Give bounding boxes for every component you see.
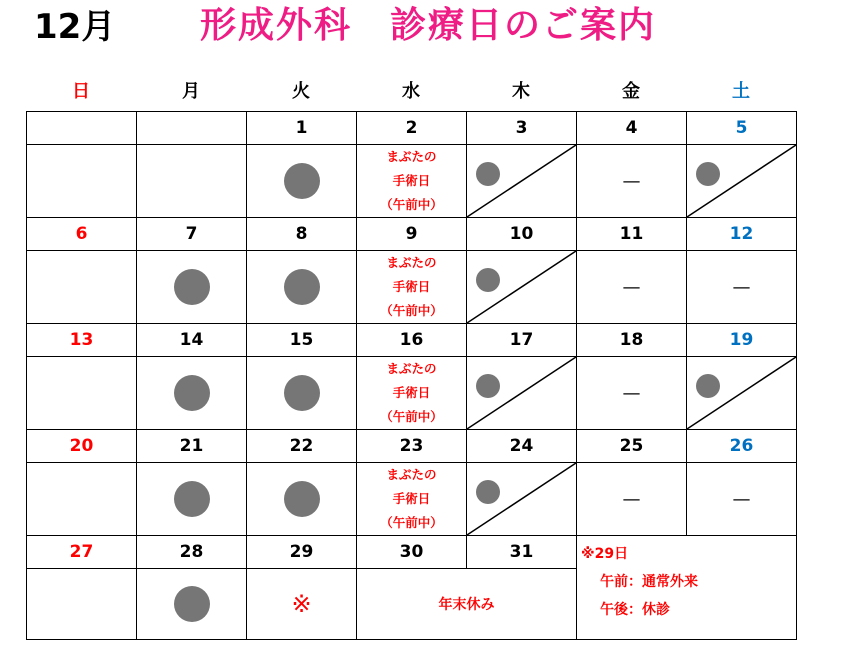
surgery-line-3: （午前中） (380, 303, 443, 318)
status-cell (137, 145, 247, 218)
date-cell: 2 (357, 112, 467, 145)
date-cell: 14 (137, 324, 247, 357)
year-end-holiday-cell (357, 569, 577, 640)
closed-cell (577, 357, 687, 430)
surgery-line-2: 手術日 (392, 279, 431, 294)
week-1-status (27, 145, 797, 218)
date-cell: 7 (137, 218, 247, 251)
closed-dash-icon: — (622, 488, 641, 510)
closed-cell (687, 251, 797, 324)
open-circle-icon (174, 375, 210, 411)
date-cell: 20 (27, 430, 137, 463)
diagonal-line-icon (467, 145, 576, 217)
weekday-tuesday: 火 (292, 81, 310, 102)
open-circle-icon (174, 269, 210, 305)
open-circle-icon (174, 586, 210, 622)
month-label: 12月 (34, 7, 116, 47)
closed-dash-icon: — (732, 276, 751, 298)
date-cell: 3 (467, 112, 577, 145)
half-day-cell (687, 357, 797, 430)
date-cell: 10 (467, 218, 577, 251)
diagonal-line-icon (687, 357, 796, 429)
status-cell (27, 251, 137, 324)
surgery-cell (357, 251, 467, 324)
closed-cell (577, 463, 687, 536)
date-cell: 17 (467, 324, 577, 357)
status-cell (137, 463, 247, 536)
status-cell (27, 145, 137, 218)
date-cell: 18 (577, 324, 687, 357)
status-cell (247, 569, 357, 640)
status-cell (27, 357, 137, 430)
weekday-wednesday: 水 (402, 81, 420, 102)
status-cell (247, 463, 357, 536)
surgery-line-3: （午前中） (380, 515, 443, 530)
closed-cell (577, 145, 687, 218)
date-cell: 28 (137, 536, 247, 569)
note-afternoon: 午後：休診 (600, 602, 670, 618)
closed-dash-icon: — (622, 382, 641, 404)
surgery-line-1: まぶたの (386, 149, 437, 164)
note-morning: 午前：通常外来 (600, 574, 698, 590)
note-cell (577, 536, 797, 640)
date-cell: 16 (357, 324, 467, 357)
closed-dash-icon: — (732, 488, 751, 510)
open-circle-icon (284, 375, 320, 411)
surgery-cell (357, 357, 467, 430)
diagonal-line-icon (467, 463, 576, 535)
week-4-dates (27, 430, 797, 463)
date-cell: 24 (467, 430, 577, 463)
weekday-thursday: 木 (512, 81, 530, 102)
surgery-cell (357, 463, 467, 536)
diagonal-line-icon (467, 357, 576, 429)
open-circle-icon (284, 163, 320, 199)
surgery-line-1: まぶたの (386, 255, 437, 270)
week-2-status (27, 251, 797, 324)
week-2-dates (27, 218, 797, 251)
status-cell (247, 357, 357, 430)
status-cell (137, 251, 247, 324)
open-circle-icon (284, 269, 320, 305)
weekday-saturday: 土 (732, 81, 750, 102)
date-cell: 15 (247, 324, 357, 357)
diagonal-line-icon (467, 251, 576, 323)
date-cell: 27 (27, 536, 137, 569)
date-cell: 13 (27, 324, 137, 357)
half-day-cell (687, 145, 797, 218)
date-cell (137, 112, 247, 145)
date-cell: 22 (247, 430, 357, 463)
closed-cell (687, 463, 797, 536)
status-cell (137, 357, 247, 430)
page-title: 形成外科 診療日のご案内 (200, 5, 657, 46)
calendar-table (26, 111, 797, 640)
weekday-monday: 月 (182, 81, 200, 102)
date-cell: 25 (577, 430, 687, 463)
week-5-dates (27, 536, 797, 569)
surgery-line-1: まぶたの (386, 467, 437, 482)
surgery-line-2: 手術日 (392, 491, 431, 506)
date-cell: 6 (27, 218, 137, 251)
half-day-cell (467, 145, 577, 218)
half-day-cell (467, 251, 577, 324)
note-title: ※29日 (581, 546, 629, 562)
note-mark-icon: ※ (291, 590, 312, 618)
weekday-sunday: 日 (72, 81, 90, 102)
status-cell (247, 145, 357, 218)
date-cell: 30 (357, 536, 467, 569)
closed-cell (577, 251, 687, 324)
status-cell (137, 569, 247, 640)
closed-dash-icon: — (622, 170, 641, 192)
date-cell: 29 (247, 536, 357, 569)
week-3-dates (27, 324, 797, 357)
note-box (581, 540, 698, 624)
half-day-cell (467, 463, 577, 536)
date-cell: 19 (687, 324, 797, 357)
surgery-cell (357, 145, 467, 218)
date-cell: 8 (247, 218, 357, 251)
diagonal-line-icon (687, 145, 796, 217)
surgery-line-3: （午前中） (380, 197, 443, 212)
date-cell: 26 (687, 430, 797, 463)
status-cell (247, 251, 357, 324)
weekday-friday: 金 (622, 81, 640, 102)
date-cell: 31 (467, 536, 577, 569)
date-cell: 12 (687, 218, 797, 251)
date-cell: 21 (137, 430, 247, 463)
year-end-holiday-label: 年末休み (438, 597, 495, 613)
surgery-line-3: （午前中） (380, 409, 443, 424)
week-3-status (27, 357, 797, 430)
surgery-line-2: 手術日 (392, 173, 431, 188)
half-day-cell (467, 357, 577, 430)
week-4-status (27, 463, 797, 536)
surgery-line-1: まぶたの (386, 361, 437, 376)
status-cell (27, 569, 137, 640)
date-cell: 11 (577, 218, 687, 251)
status-cell (27, 463, 137, 536)
week-1-dates (27, 112, 797, 145)
date-cell: 1 (247, 112, 357, 145)
surgery-line-2: 手術日 (392, 385, 431, 400)
closed-dash-icon: — (622, 276, 641, 298)
date-cell: 4 (577, 112, 687, 145)
date-cell: 23 (357, 430, 467, 463)
date-cell: 5 (687, 112, 797, 145)
date-cell: 9 (357, 218, 467, 251)
open-circle-icon (284, 481, 320, 517)
date-cell (27, 112, 137, 145)
open-circle-icon (174, 481, 210, 517)
